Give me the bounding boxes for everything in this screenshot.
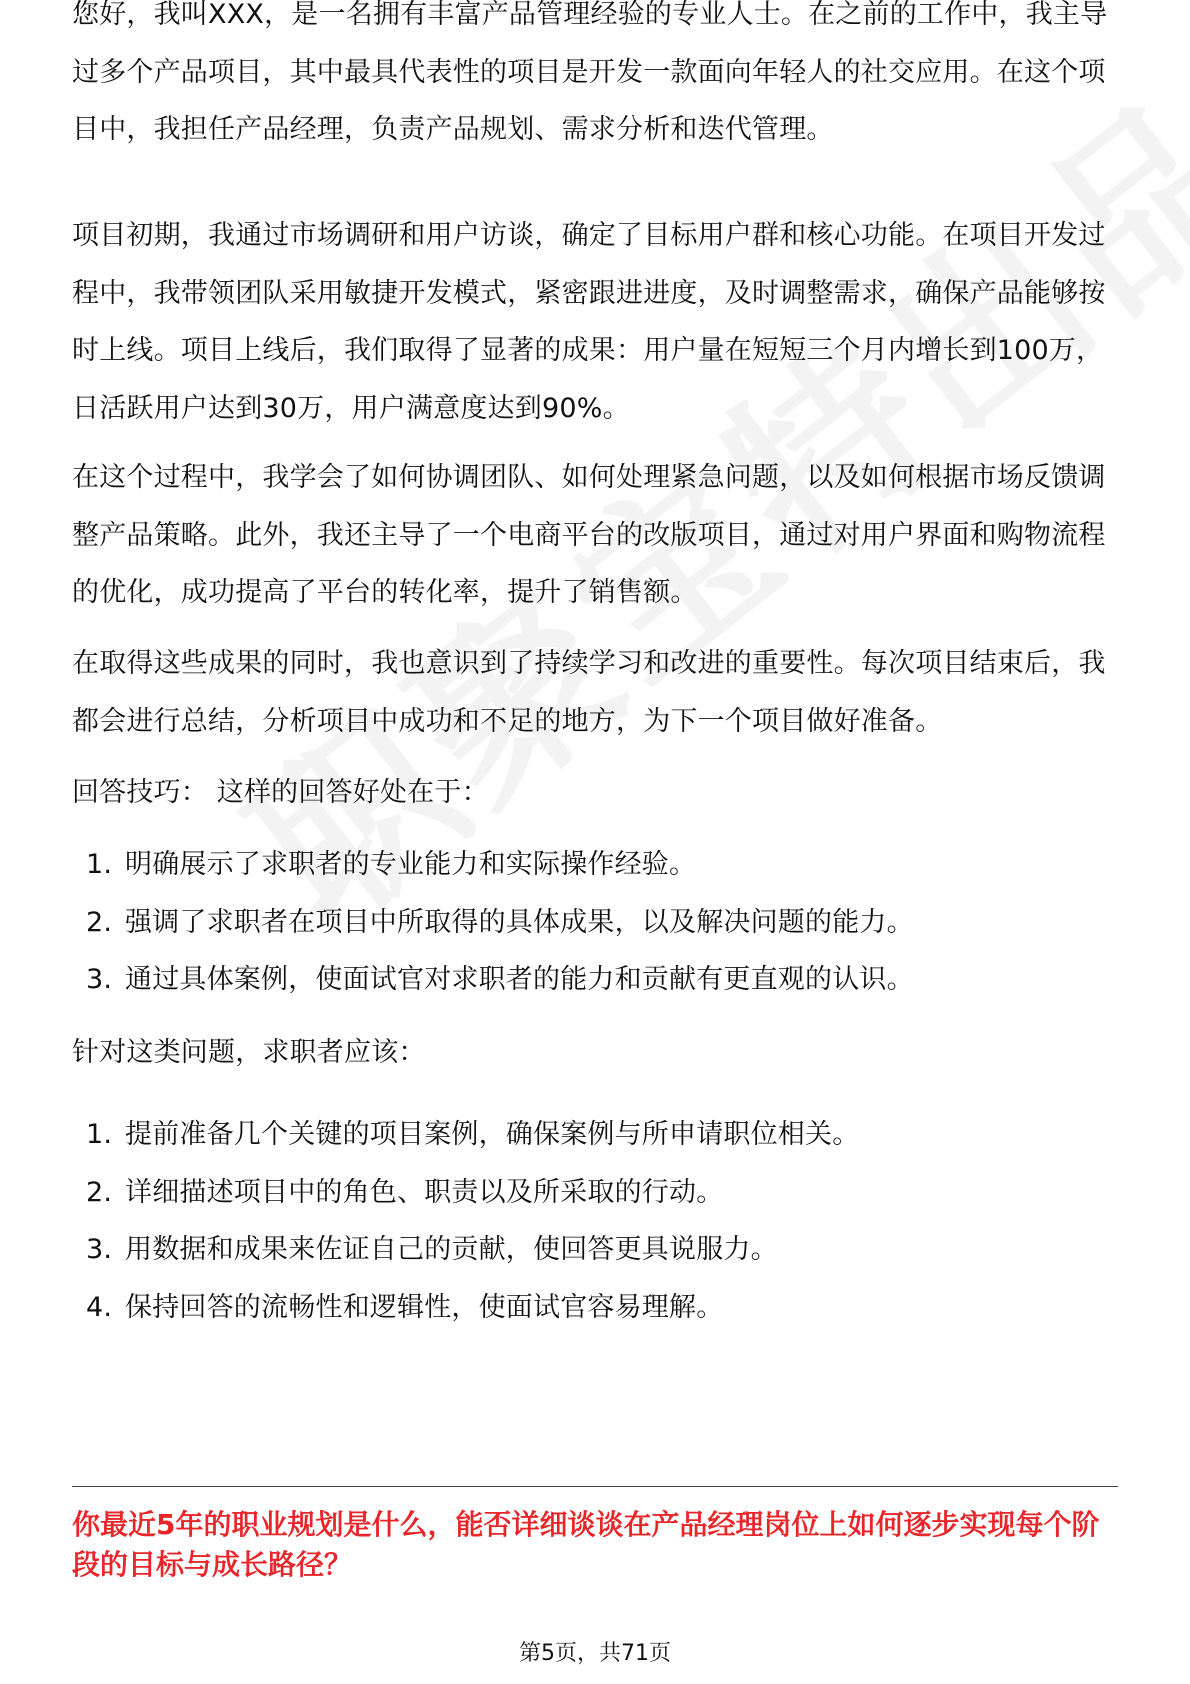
tips-heading: 回答技巧： 这样的回答好处在于：: [72, 777, 489, 808]
list-item: 2. 强调了求职者在项目中所取得的具体成果，以及解决问题的能力。: [86, 906, 914, 938]
section-divider: [72, 1486, 1118, 1487]
list-item: 4. 保持回答的流畅性和逻辑性，使面试官容易理解。: [86, 1291, 724, 1323]
list-item: 3. 用数据和成果来佐证自己的贡献，使回答更具说服力。: [86, 1234, 778, 1265]
tips-list: [72, 836, 1118, 1009]
page-footer: 第5页，共71页: [519, 1641, 671, 1666]
list-item: 1. 明确展示了求职者的专业能力和实际操作经验。: [86, 849, 697, 880]
list-item: 2. 详细描述项目中的角色、职责以及所采取的行动。: [86, 1176, 724, 1208]
answer-paragraph-3: 在这个过程中，我学会了如何协调团队、如何处理紧急问题，以及如何根据市场反馈调整产品策略。此外，我还主导了一个电商平台的改版项目，通过对用户界面和购物流程的优化，成功提高了平台的转化率，提升了销售额。: [72, 462, 1106, 608]
list-item: 1. 提前准备几个关键的项目案例，确保案例与所申请职位相关。: [86, 1119, 860, 1150]
list-item: 3. 通过具体案例，使面试官对求职者的能力和贡献有更直观的认识。: [86, 964, 914, 995]
answer-paragraph-1: 您好，我叫XXX，是一名拥有丰富产品管理经验的专业人士。在之前的工作中，我主导过多个产品项目，其中最具代表性的项目是开发一款面向年轻人的社交应用。在这个项目中，我担任产品经理，负责产品规划、需求分析和迭代管理。: [72, 0, 1108, 145]
answer-paragraph-4: 在取得这些成果的同时，我也意识到了持续学习和改进的重要性。每次项目结束后，我都会进行总结，分析项目中成功和不足的地方，为下一个项目做好准备。: [72, 648, 1106, 737]
next-question-heading: 你最近5年的职业规划是什么，能否详细谈谈在产品经理岗位上如何逐步实现每个阶段的目标与成长路径？: [72, 1508, 1100, 1581]
advice-heading: 针对这类问题，求职者应该：: [72, 1037, 426, 1068]
answer-paragraph-2: 项目初期，我通过市场调研和用户访谈，确定了目标用户群和核心功能。在项目开发过程中，我带领团队采用敏捷开发模式，紧密跟进进度，及时调整需求，确保产品能够按时上线。项目上线后，我们取得了显著的成果：用户量在短短三个月内增长到100万，日活跃用户达到30万，用户满意度达到90%。: [72, 220, 1106, 424]
advice-list: [72, 1106, 1118, 1336]
